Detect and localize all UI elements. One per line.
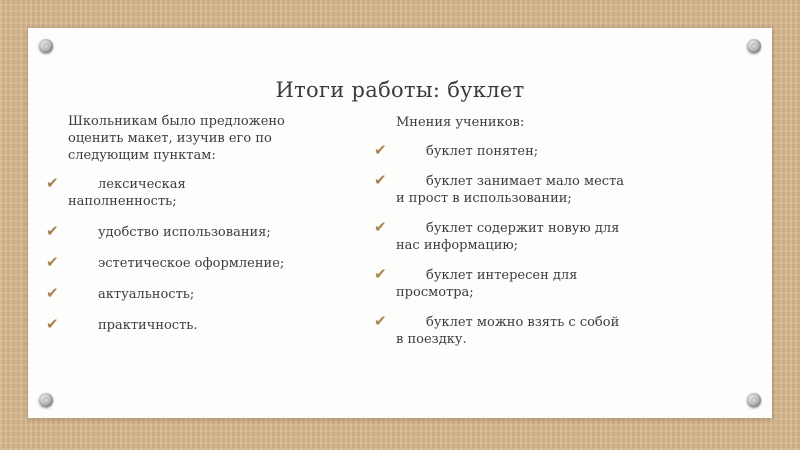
left-column (46, 113, 288, 348)
check-icon: ✔ (374, 218, 387, 236)
check-icon: ✔ (374, 312, 387, 330)
opinions-list (374, 141, 626, 348)
check-icon: ✔ (374, 265, 387, 283)
check-icon: ✔ (46, 315, 59, 333)
list-item (374, 141, 626, 160)
check-icon: ✔ (46, 253, 59, 271)
pin-icon (39, 39, 53, 53)
list-item (46, 315, 288, 334)
list-item (46, 284, 288, 303)
check-icon: ✔ (374, 141, 387, 159)
pin-icon (747, 39, 761, 53)
list-item (374, 171, 626, 207)
pin-icon (39, 393, 53, 407)
criteria-list (46, 174, 288, 334)
list-item-label: буклет содержит новую для нас информацию; (396, 221, 620, 253)
list-item-label: буклет понятен; (426, 144, 539, 159)
list-item-label: лексическая наполненность; (68, 177, 186, 209)
list-item-label: удобство использования; (98, 225, 271, 240)
list-item (374, 265, 626, 301)
list-item (46, 174, 288, 210)
check-icon: ✔ (46, 222, 59, 240)
check-icon: ✔ (46, 174, 59, 192)
list-item-label: эстетическое оформление; (98, 256, 285, 271)
list-item (374, 312, 626, 348)
right-intro: Мнения учеников: (396, 115, 525, 130)
check-icon: ✔ (46, 284, 59, 302)
list-item (374, 218, 626, 254)
list-item-label: буклет интересен для просмотра; (396, 268, 578, 300)
list-item-label: актуальность; (98, 287, 195, 302)
list-item-label: практичность. (98, 318, 198, 333)
list-item (46, 253, 288, 272)
slide-title: Итоги работы: буклет (275, 78, 525, 102)
left-intro: Школьникам было предложено оценить макет, изучив его по следующим пунктам: (68, 114, 285, 163)
list-item-label: буклет занимает мало места и прост в использовании; (396, 174, 625, 206)
list-item (46, 222, 288, 241)
pin-icon (747, 393, 761, 407)
list-item-label: буклет можно взять с собой в поездку. (396, 315, 620, 347)
check-icon: ✔ (374, 171, 387, 189)
right-column (374, 114, 626, 361)
slide-card (28, 28, 772, 418)
